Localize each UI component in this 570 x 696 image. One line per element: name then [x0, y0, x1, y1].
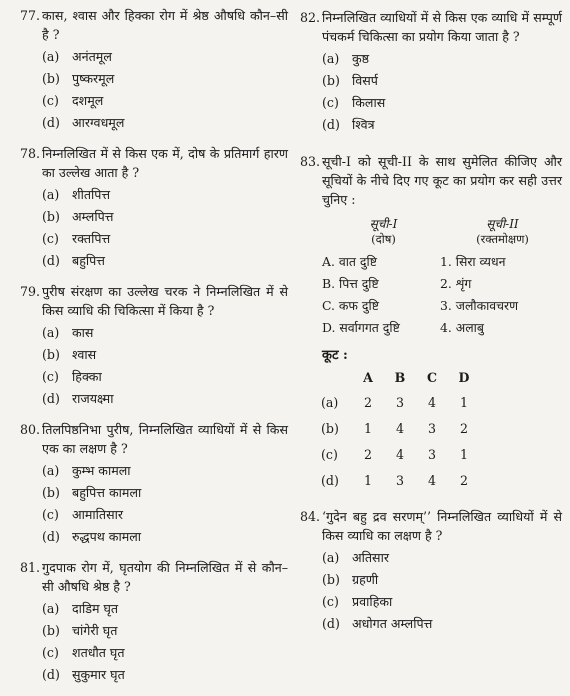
- list1-subtitle: (दोष): [371, 232, 396, 246]
- question-text: ‘गुदेन बहु द्रव सरणम्’’ निम्नलिखित व्याधियों में से किस व्याधि का लक्षण है ?: [322, 509, 562, 543]
- code-row[interactable]: [320, 467, 480, 493]
- code-value: 3: [395, 472, 404, 488]
- option-text: चांगेरी घृत: [72, 623, 118, 638]
- option-text: ग्रहणी: [352, 572, 379, 587]
- option-text: पुष्करमूल: [72, 71, 115, 86]
- list2-item: 4. अलाबु: [440, 320, 484, 335]
- code-value: 3: [427, 446, 436, 462]
- option-text: आरग्वधमूल: [72, 115, 125, 130]
- option-item[interactable]: [42, 482, 288, 504]
- option-label: (c): [322, 594, 339, 609]
- match-row: [322, 251, 562, 273]
- option-item[interactable]: [42, 344, 288, 366]
- option-text: श्वास: [72, 347, 97, 362]
- code-value: 1: [363, 420, 372, 436]
- list1-item: B. पित्त दुष्टि: [322, 276, 379, 291]
- question-number: 78.: [20, 146, 41, 161]
- question-text: निम्नलिखित व्याधियों में से किस एक व्याधि में सम्पूर्ण पंचकर्म चिकित्सा का प्रयोग किया जाता है ?: [322, 10, 562, 44]
- code-value: 4: [427, 394, 436, 410]
- question-text: गुदपाक रोग में, घृतयोग की निम्नलिखित में से कौन–सी औषधि श्रेष्ठ है ?: [42, 560, 288, 594]
- option-label: (a): [42, 601, 60, 616]
- option-item[interactable]: [322, 547, 562, 569]
- code-value: 2: [459, 472, 468, 488]
- option-item[interactable]: [322, 613, 562, 635]
- code-header-blank: [320, 365, 352, 389]
- right-column: [300, 8, 562, 645]
- question-number: 84.: [300, 509, 321, 524]
- option-item[interactable]: [42, 90, 288, 112]
- option-item[interactable]: [322, 70, 562, 92]
- code-value: 2: [363, 394, 372, 410]
- option-text: रक्तपित्त: [72, 231, 111, 246]
- question-number: 77.: [20, 8, 41, 23]
- code-value: 2: [459, 420, 468, 436]
- list1-item: A. वात दुष्टि: [322, 254, 377, 269]
- options-list: [42, 46, 288, 134]
- option-label: (b): [42, 209, 60, 224]
- option-item[interactable]: [42, 112, 288, 134]
- code-value: 1: [459, 446, 468, 462]
- option-text: कुष्ठ: [352, 51, 370, 66]
- question-79: [20, 282, 288, 410]
- option-item[interactable]: [42, 206, 288, 228]
- code-table: [320, 365, 480, 493]
- option-label: (a): [42, 463, 60, 478]
- question-81: [20, 558, 288, 686]
- code-value: 4: [427, 472, 436, 488]
- option-label: (c): [322, 95, 339, 110]
- option-item[interactable]: [42, 388, 288, 410]
- options-list: [322, 48, 562, 136]
- option-text: राजयक्ष्मा: [72, 391, 114, 406]
- list1-item: C. कफ दुष्टि: [322, 298, 379, 313]
- option-text: शतधौत घृत: [72, 645, 125, 660]
- code-header: D: [458, 369, 470, 385]
- option-label: (c): [42, 93, 59, 108]
- option-label: (a): [42, 325, 60, 340]
- code-option-label: (a): [321, 394, 339, 410]
- match-list-subtitles: [324, 232, 562, 247]
- question-number: 83.: [300, 154, 321, 169]
- option-item[interactable]: [42, 460, 288, 482]
- option-item[interactable]: [322, 92, 562, 114]
- question-line: [20, 420, 288, 458]
- code-value: 3: [395, 394, 404, 410]
- option-text: हिक्का: [72, 369, 102, 384]
- match-row: [322, 273, 562, 295]
- code-value: 3: [427, 420, 436, 436]
- options-list: [42, 322, 288, 410]
- code-value: 4: [395, 420, 404, 436]
- option-text: दशमूल: [72, 93, 104, 108]
- option-label: (b): [42, 347, 60, 362]
- option-text: अम्लपित्त: [72, 209, 114, 224]
- option-item[interactable]: [42, 228, 288, 250]
- list2-item: 2. शृंग: [440, 276, 472, 291]
- question-line: [20, 282, 288, 320]
- option-text: श्वित्र: [352, 117, 375, 132]
- code-header: A: [363, 369, 373, 385]
- option-label: (a): [42, 187, 60, 202]
- option-text: प्रवाहिका: [352, 594, 393, 609]
- question-78: [20, 144, 288, 272]
- code-row[interactable]: [320, 389, 480, 415]
- question-line: [20, 558, 288, 596]
- option-text: किलास: [352, 95, 386, 110]
- code-value: 1: [459, 394, 468, 410]
- option-label: (b): [42, 485, 60, 500]
- option-label: (d): [42, 115, 60, 130]
- option-item[interactable]: [322, 114, 562, 136]
- question-80: [20, 420, 288, 548]
- list2-item: 1. सिरा व्यधन: [440, 254, 506, 269]
- option-label: (d): [322, 616, 340, 631]
- question-82: [300, 8, 562, 136]
- option-text: दाडिम घृत: [72, 601, 119, 616]
- question-83: [300, 152, 562, 493]
- option-text: आमातिसार: [72, 507, 124, 522]
- option-item[interactable]: [42, 598, 288, 620]
- match-rows: [300, 251, 562, 339]
- option-text: अतिसार: [352, 550, 389, 565]
- left-column: [20, 6, 288, 696]
- option-text: सुकुमार घृत: [72, 667, 125, 682]
- option-text: शीतपित्त: [72, 187, 111, 202]
- option-item[interactable]: [42, 46, 288, 68]
- question-number: 80.: [20, 422, 41, 437]
- code-option-label: (c): [321, 446, 338, 462]
- option-text: बहुपित्त कामला: [72, 485, 142, 500]
- option-item[interactable]: [42, 664, 288, 686]
- option-label: (b): [42, 623, 60, 638]
- options-list: [42, 460, 288, 548]
- option-label: (b): [322, 572, 340, 587]
- option-item[interactable]: [42, 184, 288, 206]
- code-value: 4: [395, 446, 404, 462]
- option-item[interactable]: [42, 68, 288, 90]
- code-value: 1: [363, 472, 372, 488]
- match-row: [322, 317, 562, 339]
- option-item[interactable]: [42, 642, 288, 664]
- list2-title: सूची-II: [486, 217, 519, 231]
- option-item[interactable]: [42, 250, 288, 272]
- option-label: (a): [322, 51, 340, 66]
- option-label: (c): [42, 645, 59, 660]
- list2-subtitle: (रक्तमोक्षण): [476, 232, 529, 246]
- option-label: (d): [42, 529, 60, 544]
- option-text: कुम्भ कामला: [72, 463, 131, 478]
- question-number: 81.: [20, 560, 41, 575]
- option-item[interactable]: [42, 504, 288, 526]
- code-title: कूट :: [322, 348, 348, 363]
- options-list: [42, 184, 288, 272]
- options-list: [322, 547, 562, 635]
- code-option-label: (b): [321, 420, 339, 436]
- option-item[interactable]: [42, 322, 288, 344]
- option-item[interactable]: [322, 591, 562, 613]
- question-text: कास, श्वास और हिक्का रोग में श्रेष्ठ औषधि कौन–सी है ?: [42, 8, 288, 42]
- code-row[interactable]: [320, 415, 480, 441]
- question-84: [300, 507, 562, 635]
- list1-title: सूची-I: [369, 217, 398, 231]
- options-list: [42, 598, 288, 686]
- code-option-label: (d): [321, 472, 339, 488]
- question-text: पुरीष संरक्षण का उल्लेख चरक ने निम्नलिखित में से किस व्याधि की चिकित्सा में किया है ?: [42, 284, 288, 318]
- list1-item: D. सर्वागगत दुष्टि: [322, 320, 400, 335]
- option-label: (a): [42, 49, 60, 64]
- code-header: C: [426, 369, 438, 385]
- option-label: (b): [322, 73, 340, 88]
- list2-item: 3. जलौकावचरण: [440, 298, 519, 313]
- option-item[interactable]: [42, 366, 288, 388]
- option-label: (c): [42, 231, 59, 246]
- option-label: (d): [322, 117, 340, 132]
- option-item[interactable]: [322, 48, 562, 70]
- option-label: (d): [42, 667, 60, 682]
- question-text: तिलपिष्ठनिभा पुरीष, निम्नलिखित व्याधियों में से किस एक का लक्षण है ?: [42, 422, 288, 456]
- option-text: रुद्धपथ कामला: [72, 529, 142, 544]
- option-label: (d): [42, 391, 60, 406]
- question-77: [20, 6, 288, 134]
- question-text: निम्नलिखित में से किस एक में, दोष के प्रतिमार्ग हारण का उल्लेख आता है ?: [42, 146, 288, 180]
- code-header: B: [394, 369, 406, 385]
- option-item[interactable]: [42, 526, 288, 548]
- option-text: विसर्प: [352, 73, 378, 88]
- option-item[interactable]: [42, 620, 288, 642]
- question-number: 82.: [300, 10, 321, 25]
- question-number: 79.: [20, 284, 41, 299]
- match-row: [322, 295, 562, 317]
- option-text: कास: [72, 325, 94, 340]
- option-label: (c): [42, 369, 59, 384]
- option-label: (a): [322, 550, 340, 565]
- question-text: सूची-I को सूची-II के साथ सुमेलित कीजिए और सूचियों के नीचे दिए गए कूट का प्रयोग कर सही उत्तर चुनिए :: [322, 154, 562, 207]
- option-text: अधोगत अम्लपित्त: [352, 616, 433, 631]
- option-label: (c): [42, 507, 59, 522]
- option-text: बहुपित्त: [72, 253, 105, 268]
- code-row[interactable]: [320, 441, 480, 467]
- code-value: 2: [363, 446, 372, 462]
- option-label: (d): [42, 253, 60, 268]
- match-list-titles: [324, 215, 562, 232]
- question-line: [20, 6, 288, 44]
- option-label: (b): [42, 71, 60, 86]
- option-text: अनंतमूल: [72, 49, 112, 64]
- option-item[interactable]: [322, 569, 562, 591]
- question-line: [20, 144, 288, 182]
